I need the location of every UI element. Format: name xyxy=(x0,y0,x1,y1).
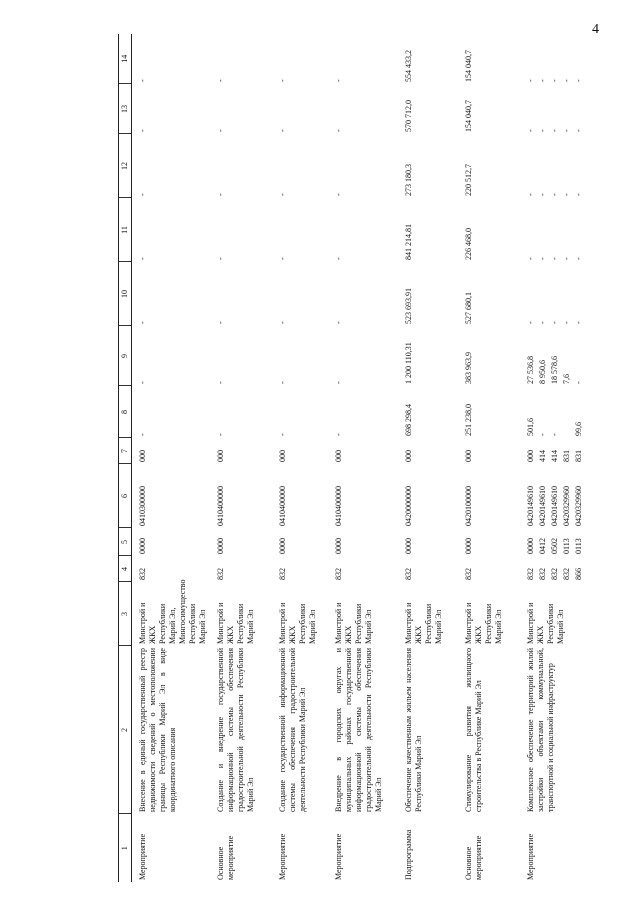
cell-c12: - xyxy=(278,193,287,196)
table-row xyxy=(458,34,520,882)
cell-c9: - xyxy=(138,381,147,384)
cell-c12: - xyxy=(334,193,343,196)
sub-line: - xyxy=(562,79,571,82)
cell-c2: Создание и внедрение государственной информационной системы обеспечения градостроительной деятельности Республики Марий Эл xyxy=(216,648,255,812)
cell-c1: Основное мероприятие xyxy=(464,835,483,880)
cell-c7: 000 xyxy=(404,450,413,462)
cell-c14: - xyxy=(278,79,287,82)
cell-c13: - xyxy=(216,129,225,132)
cell-c10: - xyxy=(278,321,287,324)
sub-line xyxy=(562,388,574,436)
sub-line: - xyxy=(526,321,535,324)
cell-c10 xyxy=(520,262,588,326)
sub-line: 18 578,6 xyxy=(550,356,559,384)
cell-c9: - xyxy=(278,381,287,384)
cell-c12: - xyxy=(216,193,225,196)
sub-line: - xyxy=(574,321,583,324)
sub-line: - xyxy=(550,193,559,196)
sub-line: 866 xyxy=(574,568,583,580)
cell-c2: Создание государственной информационной системы обеспечения градостроительной деятельности Республики Марий Эл xyxy=(278,648,307,812)
cell-c5: 0000 xyxy=(464,538,473,554)
header-cell: 8 xyxy=(119,386,132,438)
cell-c4: 832 xyxy=(138,568,147,580)
sub-line: 831 xyxy=(574,450,583,462)
cell-c7: 000 xyxy=(216,450,225,462)
cell-c2: Стимулирование развития жилищного строительства в Республике Марий Эл xyxy=(464,648,483,812)
budget-table xyxy=(118,34,588,882)
cell-c8: - xyxy=(216,433,225,436)
cell-c1: Мероприятие xyxy=(138,833,147,880)
cell-c4: 832 xyxy=(334,568,343,580)
cell-c10: - xyxy=(138,321,147,324)
cell-c6: 0410400000 xyxy=(334,486,343,526)
cell-c2: Внесение в единый государственный реестр недвижимости сведений о местоположении границы Республики Марий Эл в виде координатного описания xyxy=(138,648,177,812)
header-cell: 6 xyxy=(119,464,132,528)
sub-line: 0113 xyxy=(562,538,571,554)
sub-line: 832 xyxy=(550,568,559,580)
sub-line: - xyxy=(538,257,547,260)
cell-c11: 226 468,0 xyxy=(464,228,473,260)
header-cell: 9 xyxy=(119,326,132,386)
cell-c13: - xyxy=(138,129,147,132)
sub-line: - xyxy=(574,193,583,196)
cell-c5: 0000 xyxy=(278,538,287,554)
cell-c7: 000 xyxy=(138,450,147,462)
cell-c11: - xyxy=(138,257,147,260)
sub-line: - xyxy=(538,433,547,436)
sub-line: 0000 xyxy=(526,538,535,554)
sub-line: 0412 xyxy=(538,538,547,554)
sub-line: - xyxy=(574,257,583,260)
sub-line: 000 xyxy=(526,450,535,462)
cell-c12: 220 512,7 xyxy=(464,164,473,196)
sub-line: - xyxy=(550,257,559,260)
cell-c9: - xyxy=(334,381,343,384)
table-row xyxy=(132,34,211,882)
cell-c6: 0410300000 xyxy=(138,486,147,526)
header-cell: 4 xyxy=(119,556,132,582)
cell-c11: 841 214,81 xyxy=(404,224,413,260)
cell-c6: 0420000000 xyxy=(404,486,413,526)
sub-line: - xyxy=(550,433,559,436)
table-row xyxy=(520,34,588,882)
sub-line: - xyxy=(538,321,547,324)
cell-c12: 273 180,3 xyxy=(404,164,413,196)
sub-line: - xyxy=(526,79,535,82)
sub-line: 7,6 xyxy=(562,374,571,384)
cell-c3: Минстрой и ЖКХ Республики Марий Эл xyxy=(334,602,373,644)
sub-line: - xyxy=(562,193,571,196)
cell-c1: Основное мероприятие xyxy=(216,835,235,880)
sub-line: - xyxy=(538,129,547,132)
cell-c6: 0420100000 xyxy=(464,486,473,526)
sub-line: 832 xyxy=(562,568,571,580)
cell-c10: - xyxy=(334,321,343,324)
sub-line: - xyxy=(550,79,559,82)
sub-line: - xyxy=(538,79,547,82)
cell-c10: 527 680,1 xyxy=(464,292,473,324)
cell-c12: - xyxy=(138,193,147,196)
cell-c8: - xyxy=(334,433,343,436)
cell-c2: Обеспечение качественным жильем населения Республики Марий Эл xyxy=(404,648,423,812)
cell-c4: 832 xyxy=(216,568,225,580)
table-row xyxy=(210,34,272,882)
cell-c8: - xyxy=(278,433,287,436)
cell-c10: - xyxy=(216,321,225,324)
cell-c3: Минстрой и ЖКХ Республики Марий Эл xyxy=(404,602,443,644)
cell-c5: 0000 xyxy=(138,538,147,554)
header-cell: 12 xyxy=(119,134,132,198)
header-cell: 13 xyxy=(119,84,132,134)
cell-c6 xyxy=(520,464,588,528)
sub-line: 27 536,8 xyxy=(526,356,535,384)
cell-c7: 000 xyxy=(464,450,473,462)
sub-line: 0420149610 xyxy=(550,486,559,526)
cell-c9 xyxy=(520,326,588,386)
sub-line: - xyxy=(550,321,559,324)
sub-line: 832 xyxy=(538,568,547,580)
cell-c11: - xyxy=(334,257,343,260)
cell-c11 xyxy=(520,198,588,262)
cell-c13: - xyxy=(278,129,287,132)
header-cell: 14 xyxy=(119,34,132,84)
cell-c4: 832 xyxy=(278,568,287,580)
cell-c13 xyxy=(520,84,588,134)
cell-c8: - xyxy=(138,433,147,436)
header-cell: 2 xyxy=(119,646,132,814)
sub-line: - xyxy=(562,257,571,260)
cell-c1: Подпрограмма xyxy=(404,829,413,880)
cell-c14 xyxy=(520,34,588,84)
cell-c9: - xyxy=(216,381,225,384)
cell-c10: 523 693,91 xyxy=(404,288,413,324)
header-cell: 3 xyxy=(119,582,132,646)
cell-c9: 1 200 110,31 xyxy=(404,342,413,384)
cell-c5: 0000 xyxy=(404,538,413,554)
cell-c8: 698 298,4 xyxy=(404,404,413,436)
cell-c8 xyxy=(520,386,588,438)
sub-line: 501,6 xyxy=(526,418,535,436)
cell-c3: Минстрой и ЖКХ Республики Марий Эл, Мингосимущество Республики Марий Эл xyxy=(138,579,207,644)
header-row xyxy=(119,34,132,882)
cell-c5: 0000 xyxy=(334,538,343,554)
cell-c9: 383 963,9 xyxy=(464,352,473,384)
cell-c13: 154 040,7 xyxy=(464,100,473,132)
cell-c7 xyxy=(520,438,588,464)
sub-line: 831 xyxy=(562,450,571,462)
header-cell: 7 xyxy=(119,438,132,464)
cell-c6: 0410400000 xyxy=(216,486,225,526)
sub-line: 0420149610 xyxy=(538,486,547,526)
cell-c2: Комплексное обеспечение территорий жилой застройки объектами коммунальной, транспортной и социальной инфраструктур xyxy=(526,648,555,812)
cell-c14: 554 433,2 xyxy=(404,50,413,82)
cell-c11: - xyxy=(278,257,287,260)
sub-line: 0420329960 xyxy=(574,486,583,526)
sub-line: - xyxy=(526,129,535,132)
sub-line: 832 xyxy=(526,568,535,580)
cell-c6: 0410400000 xyxy=(278,486,287,526)
cell-c14: - xyxy=(216,79,225,82)
cell-c5: 0000 xyxy=(216,538,225,554)
table-row xyxy=(328,34,398,882)
cell-c3: Минстрой и ЖКХ Республики Марий Эл xyxy=(464,602,503,644)
cell-c7: 000 xyxy=(278,450,287,462)
sub-line: 0420329960 xyxy=(562,486,571,526)
sub-line: 0502 xyxy=(550,538,559,554)
cell-c11: - xyxy=(216,257,225,260)
sub-line: 8 950,6 xyxy=(538,360,547,384)
rotated-table-container xyxy=(118,34,583,882)
sub-line: 414 xyxy=(538,450,547,462)
sub-line: 414 xyxy=(550,450,559,462)
cell-c3: Минстрой и ЖКХ Республики Марий Эл xyxy=(526,602,565,644)
sub-line: 99,6 xyxy=(574,422,583,436)
cell-c1: Мероприятие xyxy=(278,833,287,880)
cell-c4 xyxy=(520,556,588,582)
sub-line: - xyxy=(574,129,583,132)
cell-c14: - xyxy=(334,79,343,82)
cell-c3: Минстрой и ЖКХ Республики Марий Эл xyxy=(216,602,255,644)
header-cell: 10 xyxy=(119,262,132,326)
header-cell: 1 xyxy=(119,814,132,882)
header-cell: 11 xyxy=(119,198,132,262)
sub-line: - xyxy=(538,193,547,196)
sub-line: - xyxy=(526,257,535,260)
sub-line: 0113 xyxy=(574,538,583,554)
table-row xyxy=(398,34,458,882)
cell-c13: 570 712,0 xyxy=(404,100,413,132)
sub-line: - xyxy=(574,381,583,384)
header-cell: 5 xyxy=(119,528,132,556)
sub-line: - xyxy=(574,79,583,82)
cell-c7: 000 xyxy=(334,450,343,462)
cell-c13: - xyxy=(334,129,343,132)
cell-c14: - xyxy=(138,79,147,82)
cell-c3: Минстрой и ЖКХ Республики Марий Эл xyxy=(278,602,317,644)
cell-c4: 832 xyxy=(464,568,473,580)
table-row xyxy=(272,34,328,882)
cell-c12 xyxy=(520,134,588,198)
sub-line: 0420149610 xyxy=(526,486,535,526)
cell-c1: Мероприятие xyxy=(526,833,535,880)
cell-c8: 251 238,0 xyxy=(464,404,473,436)
cell-c5 xyxy=(520,528,588,556)
cell-c14: 154 040,7 xyxy=(464,50,473,82)
sub-line: - xyxy=(526,193,535,196)
page-number: 4 xyxy=(592,22,599,37)
cell-c1: Мероприятие xyxy=(334,833,343,880)
sub-line: - xyxy=(562,321,571,324)
sub-line: - xyxy=(550,129,559,132)
sub-line: - xyxy=(562,129,571,132)
cell-c2: Внедрение в городских округах и муниципальных районах государственной информационной системы обеспечения градостроительной деятельности Республики Марий Эл xyxy=(334,648,383,812)
cell-c4: 832 xyxy=(404,568,413,580)
